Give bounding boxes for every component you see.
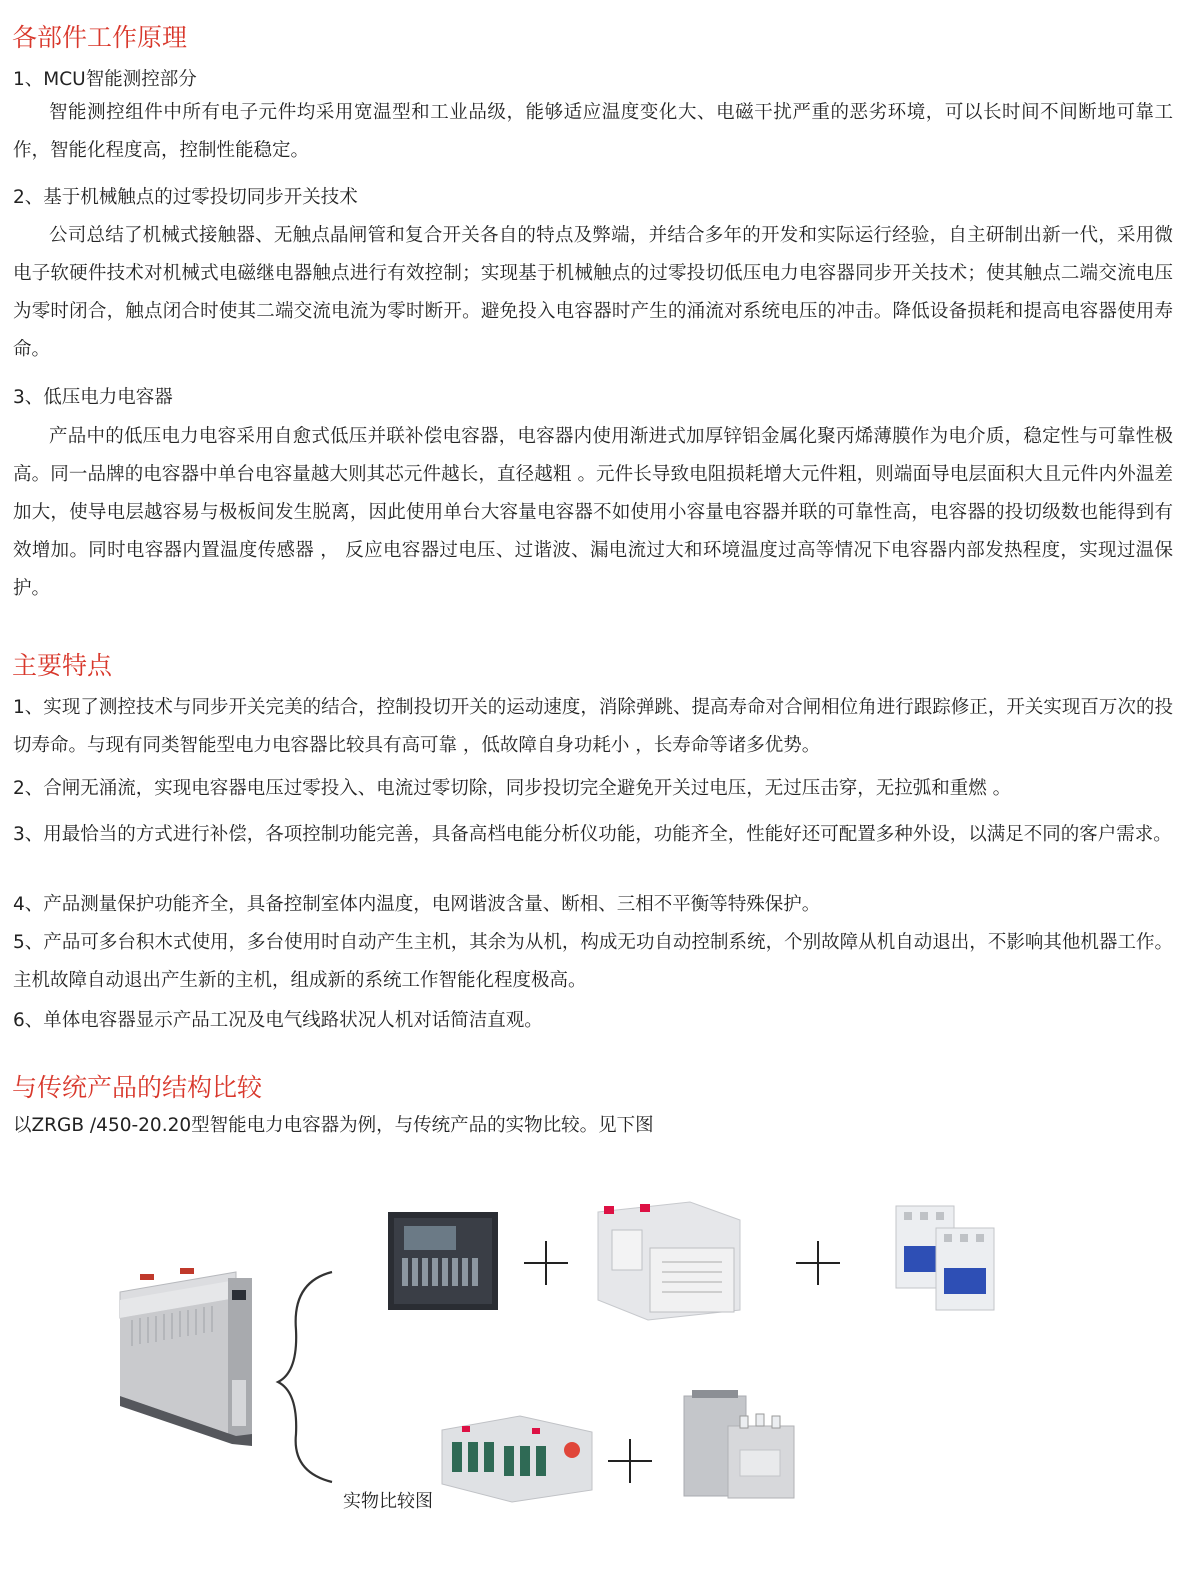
feature-item: 1、实现了测控技术与同步开关完美的结合，控制投切开关的运动速度，消除弹跳、提高寿命对合闸相位角进行跟踪修正，开关实现百万次的投切寿命。与现有同类智能型电力电容器比较具有高可靠 ，低故障自身功耗小 ，长寿命等诸多优势。 — [13, 697, 1173, 756]
plus-icon — [524, 1241, 568, 1285]
circuit-breaker-image — [896, 1206, 994, 1310]
feature-item: 3、用最恰当的方式进行补偿，各项控制功能完善，具备高档电能分析仪功能，功能齐全，性能好还可配置多种外设，以满足不同的客户需求。 — [13, 824, 1172, 845]
controller-image — [388, 1212, 498, 1310]
feature-item: 4、产品测量保护功能齐全，具备控制室体内温度，电网谐波含量、断相、三相不平衡等特殊保护。 — [13, 894, 821, 915]
subheading-switch: 2、基于机械触点的过零投切同步开关技术 — [13, 187, 358, 208]
switch-module-image — [598, 1202, 740, 1320]
smart-capacitor-image — [120, 1268, 252, 1446]
subheading-capacitor: 3、低压电力电容器 — [13, 387, 173, 408]
subheading-mcu: 1、MCU智能测控部分 — [13, 69, 197, 90]
figure-caption: 实物比较图 — [343, 1491, 433, 1512]
plus-icon — [608, 1439, 652, 1483]
paragraph-capacitor: 产品中的低压电力电容采用自愈式低压并联补偿电容器，电容器内使用渐进式加厚锌铝金属化聚丙烯薄膜作为电介质，稳定性与可靠性极高。同一品牌的电容器中单台电容量越大则其芯元件越长，直径越粗 。元件长导致电阻损耗增大元件粗，则端面导电层面积大且元件内外温差加大，使导电层越容易与极板间发生脱离，因此使用单台大容量电容器不如使用小容量电容器并联的可靠性高，电容器的投切级数也能得到有效增加。同时电容器内置温度传感器 ， 反应电容器过电压、过谐波、漏电流过大和环境温度过高等情况下电容器内部发热程度，实现过温保护。 — [13, 426, 1173, 599]
section-title-comparison: 与传统产品的结构比较 — [12, 1073, 263, 1102]
feature-item: 5、产品可多台积木式使用，多台使用时自动产生主机，其余为从机，构成无功自动控制系统，个别故障从机自动退出，不影响其他机器工作。主机故障自动退出产生新的主机，组成新的系统工作智能化程度极高。 — [13, 932, 1173, 991]
paragraph-mcu: 智能测控组件中所有电子元件均采用宽温型和工业品级，能够适应温度变化大、电磁干扰严重的恶劣环境，可以长时间不间断地可靠工作，智能化程度高，控制性能稳定。 — [13, 102, 1173, 161]
section-title-principles: 各部件工作原理 — [12, 23, 188, 52]
feature-item: 6、单体电容器显示产品工况及电气线路状况人机对话简洁直观。 — [13, 1010, 543, 1031]
product-comparison-figure — [0, 1150, 1200, 1520]
feature-item: 2、合闸无涌流，实现电容器电压过零投入、电流过零切除，同步投切完全避免开关过电压，无过压击穿，无拉弧和重燃 。 — [13, 778, 1012, 799]
plus-icon — [796, 1241, 840, 1285]
comparison-intro: 以ZRGB /450-20.20型智能电力电容器为例，与传统产品的实物比较。见下图 — [13, 1115, 654, 1136]
section-title-features: 主要特点 — [12, 651, 113, 680]
brace-icon — [278, 1272, 332, 1482]
paragraph-switch: 公司总结了机械式接触器、无触点晶闸管和复合开关各自的特点及弊端，并结合多年的开发和实际运行经验，自主研制出新一代，采用微电子软硬件技术对机械式电磁继电器触点进行有效控制；实现基于机械触点的过零投切低压电力电容器同步开关技术；使其触点二端交流电压为零时闭合，触点闭合时使其二端交流电流为零时断开。避免投入电容器时产生的涌流对系统电压的冲击。降低设备损耗和提高电容器使用寿命。 — [13, 225, 1173, 360]
traditional-capacitor-image — [684, 1390, 794, 1498]
thermal-relay-image — [442, 1416, 592, 1502]
